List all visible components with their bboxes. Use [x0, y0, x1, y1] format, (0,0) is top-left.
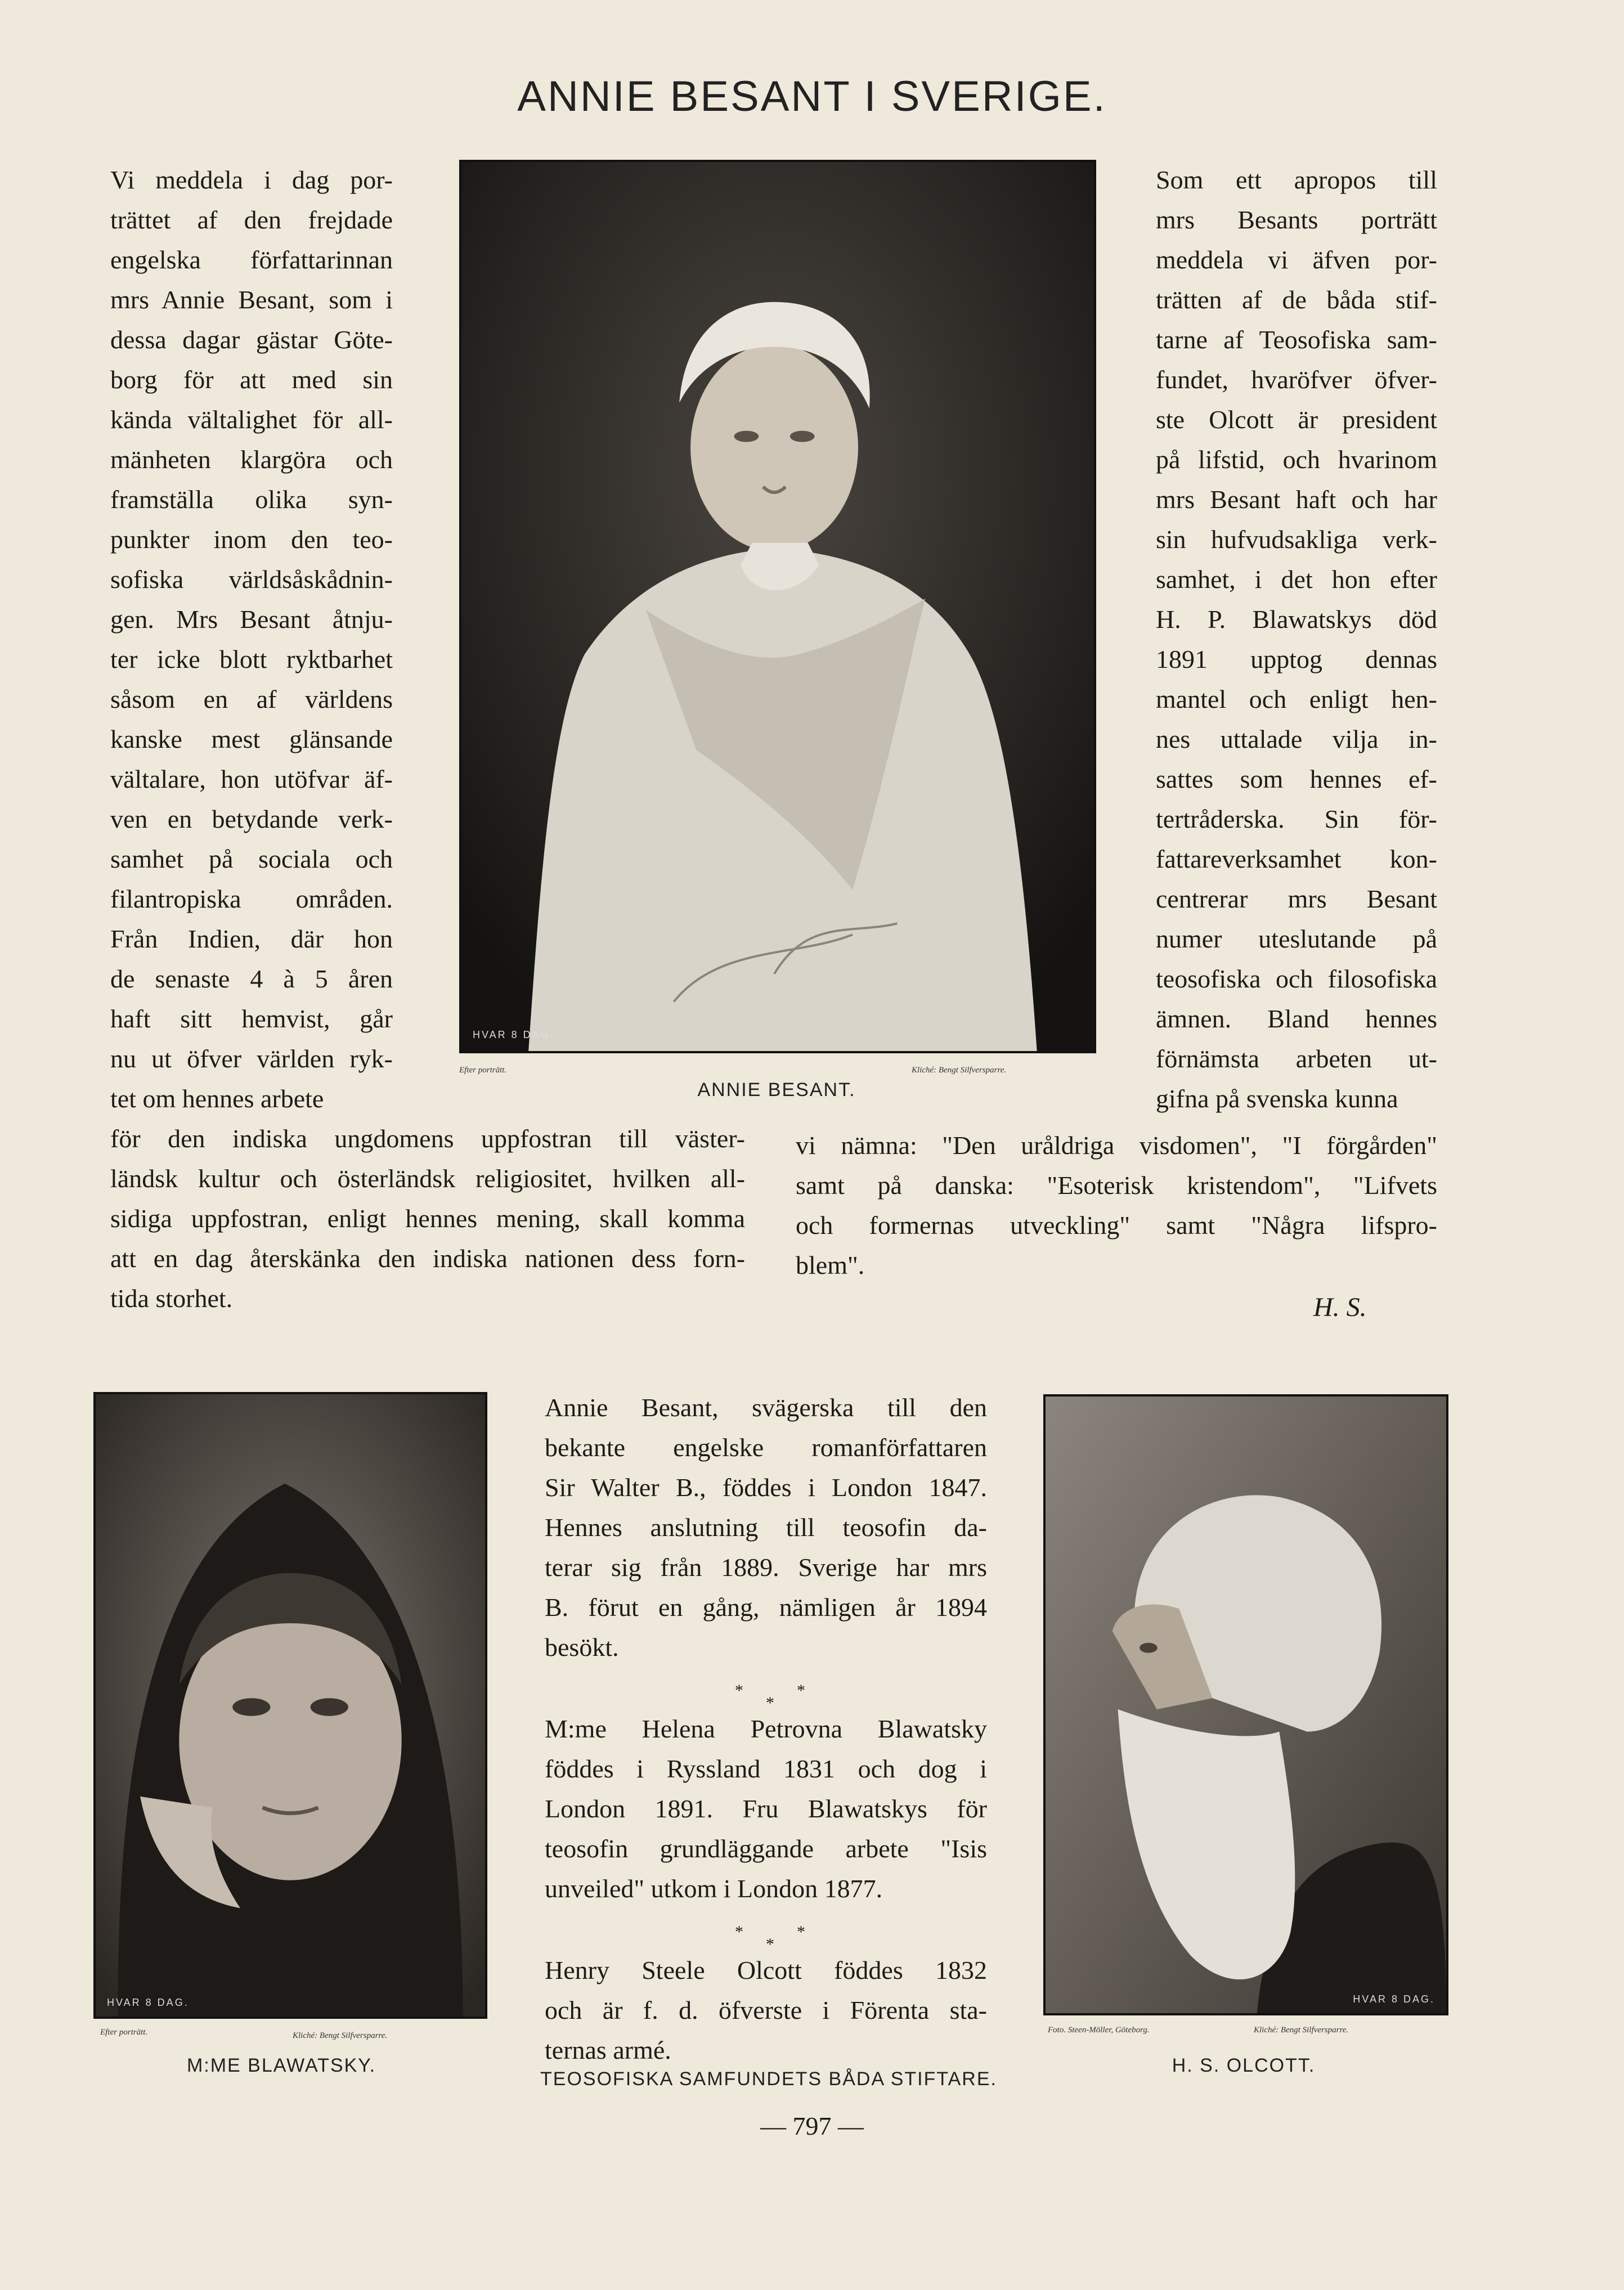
- olcott-credit-left: Foto. Steen-Möller, Göteborg.: [1048, 2026, 1150, 2035]
- text-line: meddela vi äfven por-: [1156, 245, 1437, 274]
- asterism-separator: * * *: [734, 1923, 806, 1954]
- text-line: tertråderska. Sin för-: [1156, 805, 1437, 833]
- text-line: ven en betydande verk-: [110, 805, 393, 833]
- text-line: punkter inom den teo-: [110, 525, 393, 554]
- text-line: mrs Annie Besant, som i: [110, 285, 393, 314]
- biography-line: och är f. d. öfverste i Förenta sta-: [545, 1996, 987, 2024]
- page-number: — 797 —: [760, 2112, 864, 2140]
- text-line: samhet, i det hon efter: [1156, 565, 1437, 594]
- text-line: sattes som hennes ef-: [1156, 765, 1437, 793]
- text-line: kanske mest glänsande: [110, 725, 393, 753]
- text-line: blem".: [796, 1251, 865, 1279]
- blawatsky-credit-right: Kliché: Bengt Silfversparre.: [293, 2031, 388, 2040]
- portrait-image: [96, 1394, 485, 2017]
- text-line: tet om hennes arbete: [110, 1084, 324, 1113]
- text-line: på lifstid, och hvarinom: [1156, 445, 1437, 474]
- asterism-separator: * * *: [734, 1681, 806, 1712]
- biography-line: bekante engelske romanförfattaren: [545, 1433, 987, 1462]
- text-line: engelska författarinnan: [110, 245, 393, 274]
- portrait-image: [461, 162, 1094, 1051]
- text-line: såsom en af världens: [110, 685, 393, 713]
- text-line: trätten af de båda stif-: [1156, 285, 1437, 314]
- text-line: de senaste 4 à 5 åren: [110, 964, 393, 993]
- text-line: sidiga uppfostran, enligt hennes mening, skall komma: [110, 1204, 745, 1233]
- biography-line: London 1891. Fru Blawatskys för: [545, 1794, 987, 1823]
- photo-tag: HVAR 8 DAG.: [473, 1029, 555, 1040]
- page-title: ANNIE BESANT I SVERIGE.: [517, 73, 1107, 120]
- text-line: framställa olika syn-: [110, 485, 393, 514]
- left-bottom-text: [110, 1119, 745, 1318]
- biography-line: besökt.: [545, 1633, 619, 1662]
- text-line: mrs Besant haft och har: [1156, 485, 1437, 514]
- text-line: 1891 upptog dennas: [1156, 645, 1437, 673]
- blawatsky-portrait: [93, 1392, 487, 2019]
- olcott-caption: H. S. OLCOTT.: [1172, 2055, 1316, 2076]
- text-line: gen. Mrs Besant åtnju-: [110, 605, 393, 634]
- text-line: vältalare, hon utöfvar äf-: [110, 765, 393, 793]
- text-line: sofiska världsåskådnin-: [110, 565, 393, 594]
- besant-caption: ANNIE BESANT.: [697, 1079, 856, 1101]
- text-line: teosofiska och filosofiska: [1156, 964, 1437, 993]
- text-line: Som ett apropos till: [1156, 165, 1437, 194]
- biography-line: Hennes anslutning till teosofin da-: [545, 1513, 987, 1542]
- text-line: och formernas utveckling" samt "Några lifspro-: [796, 1211, 1437, 1240]
- text-line: dessa dagar gästar Göte-: [110, 325, 393, 354]
- text-line: att en dag återskänka den indiska nationen dess forn-: [110, 1244, 745, 1273]
- text-line: ämnen. Bland hennes: [1156, 1004, 1437, 1033]
- biography-line: teosofin grundläggande arbete "Isis: [545, 1834, 987, 1863]
- text-line: tida storhet.: [110, 1284, 233, 1313]
- text-line: samhet på sociala och: [110, 845, 393, 873]
- biography-notes: [545, 1388, 987, 2070]
- biography-line: terar sig från 1889. Sverige har mrs: [545, 1553, 987, 1582]
- portrait-image: [1046, 1397, 1446, 2013]
- text-line: samt på danska: "Esoterisk kristendom", "Lifvets: [796, 1171, 1437, 1200]
- text-line: nes uttalade vilja in-: [1156, 725, 1437, 753]
- text-line: fattareverksamhet kon-: [1156, 845, 1437, 873]
- text-line: nu ut öfver världen ryk-: [110, 1044, 393, 1073]
- text-line: ländsk kultur och österländsk religiositet, hvilken all-: [110, 1164, 745, 1193]
- text-line: sin hufvudsakliga verk-: [1156, 525, 1437, 554]
- text-line: för den indiska ungdomens uppfostran till väster-: [110, 1124, 745, 1153]
- text-line: kända vältalighet för all-: [110, 405, 393, 434]
- text-line: filantropiska områden.: [110, 884, 393, 913]
- text-line: gifna på svenska kunna: [1156, 1084, 1398, 1113]
- text-line: vi nämna: "Den uråldriga visdomen", "I förgården": [796, 1131, 1437, 1160]
- blawatsky-credit-left: Efter porträtt.: [100, 2028, 148, 2037]
- photo-tag: HVAR 8 DAG.: [1353, 1993, 1435, 2005]
- right-column-text: [1156, 160, 1437, 1119]
- biography-line: M:me Helena Petrovna Blawatsky: [545, 1714, 987, 1743]
- founders-caption: TEOSOFISKA SAMFUNDETS BÅDA STIFTARE.: [540, 2068, 997, 2090]
- text-line: ste Olcott är president: [1156, 405, 1437, 434]
- text-line: mänheten klargöra och: [110, 445, 393, 474]
- text-line: fundet, hvaröfver öfver-: [1156, 365, 1437, 394]
- besant-credit-left: Efter porträtt.: [459, 1066, 507, 1075]
- olcott-credit-right: Kliché: Bengt Silfversparre.: [1254, 2026, 1349, 2035]
- biography-line: ternas armé.: [545, 2036, 671, 2064]
- text-line: numer uteslutande på: [1156, 924, 1437, 953]
- author-signature: H. S.: [1313, 1292, 1367, 1322]
- text-line: centrerar mrs Besant: [1156, 884, 1437, 913]
- biography-line: Henry Steele Olcott föddes 1832: [545, 1956, 987, 1984]
- text-line: mantel och enligt hen-: [1156, 685, 1437, 713]
- annie-besant-portrait: [459, 160, 1096, 1053]
- olcott-portrait: [1043, 1394, 1448, 2015]
- photo-tag: HVAR 8 DAG.: [107, 1997, 189, 2008]
- text-line: Vi meddela i dag por-: [110, 165, 393, 194]
- biography-line: Annie Besant, svägerska till den: [545, 1393, 987, 1422]
- biography-line: Sir Walter B., föddes i London 1847.: [545, 1473, 987, 1502]
- biography-line: föddes i Ryssland 1831 och dog i: [545, 1754, 987, 1783]
- text-line: ter icke blott ryktbarhet: [110, 645, 393, 673]
- right-bottom-text: [796, 1125, 1437, 1285]
- text-line: borg för att med sin: [110, 365, 393, 394]
- besant-credit-right: Kliché: Bengt Silfversparre.: [912, 1066, 1007, 1075]
- biography-line: unveiled" utkom i London 1877.: [545, 1874, 883, 1903]
- text-line: mrs Besants porträtt: [1156, 205, 1437, 234]
- biography-line: B. förut en gång, nämligen år 1894: [545, 1593, 987, 1622]
- text-line: Från Indien, där hon: [110, 924, 393, 953]
- text-line: förnämsta arbeten ut-: [1156, 1044, 1437, 1073]
- text-line: trättet af den frejdade: [110, 205, 393, 234]
- text-line: haft sitt hemvist, går: [110, 1004, 393, 1033]
- left-column-text: [110, 160, 393, 1119]
- text-line: H. P. Blawatskys död: [1156, 605, 1437, 634]
- blawatsky-caption: M:ME BLAWATSKY.: [186, 2055, 376, 2076]
- text-line: tarne af Teosofiska sam-: [1156, 325, 1437, 354]
